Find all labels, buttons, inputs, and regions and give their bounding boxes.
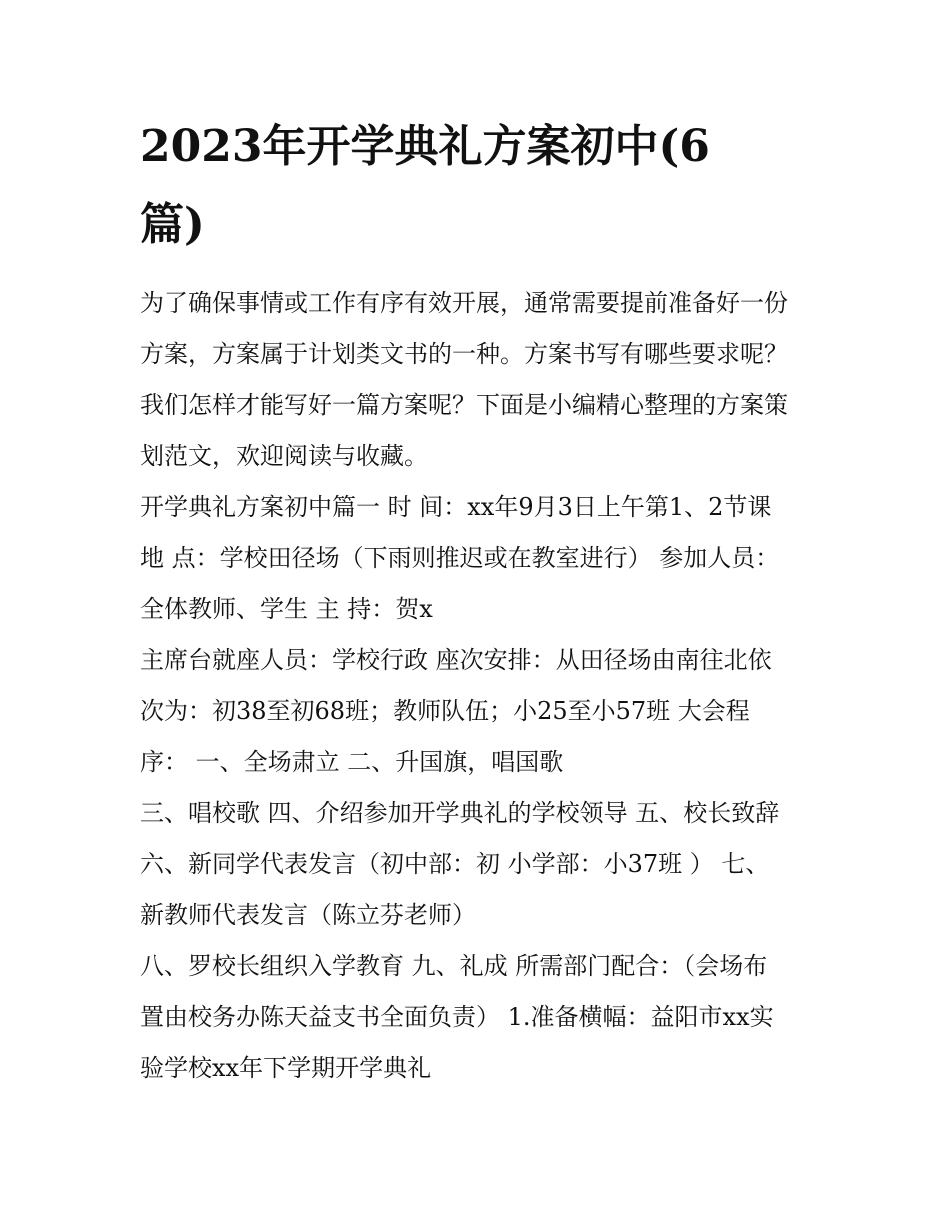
text-line: 置由校务办陈天益支书全面负责） 1.准备横幅：益阳市xx实	[140, 1003, 774, 1031]
text-line: 序： 一、全场肃立 二、升国旗，唱国歌	[140, 748, 564, 776]
text-line: 三、唱校歌 四、介绍参加开学典礼的学校领导 五、校长致辞	[140, 799, 780, 827]
text-line: 方案，方案属于计划类文书的一种。方案书写有哪些要求呢？	[140, 340, 788, 368]
text-line: 主席台就座人员：学校行政 座次安排：从田径场由南往北依	[140, 646, 772, 674]
text-line: 八、罗校长组织入学教育 九、礼成 所需部门配合：（会场布	[140, 952, 768, 980]
text-line: 验学校xx年下学期开学典礼	[140, 1054, 432, 1082]
text-line: 开学典礼方案初中篇一 时 间：xx年9月3日上午第1、2节课	[140, 493, 772, 521]
program-paragraph	[140, 788, 830, 941]
intro-paragraph	[140, 278, 830, 482]
text-line: 次为：初38至初68班；教师队伍；小25至小57班 大会程	[140, 697, 750, 725]
text-line: 划范文，欢迎阅读与收藏。	[140, 442, 428, 470]
seating-paragraph	[140, 635, 830, 788]
document-body	[140, 278, 830, 1094]
preparation-paragraph	[140, 941, 830, 1094]
schedule-paragraph	[140, 482, 830, 635]
text-line: 地 点：学校田径场（下雨则推迟或在教室进行） 参加人员：	[140, 544, 780, 572]
title-line: 2023年开学典礼方案初中(6	[140, 121, 710, 172]
text-line: 我们怎样才能写好一篇方案呢？下面是小编精心整理的方案策	[140, 391, 788, 419]
text-line: 六、新同学代表发言（初中部：初 小学部：小37班 ） 七、	[140, 850, 770, 878]
text-line: 为了确保事情或工作有序有效开展，通常需要提前准备好一份	[140, 289, 788, 317]
text-line: 新教师代表发言（陈立芬老师）	[140, 901, 476, 929]
document-title	[140, 108, 820, 264]
text-line: 全体教师、学生 主 持：贺x	[140, 595, 433, 623]
title-line: 篇)	[140, 199, 205, 250]
